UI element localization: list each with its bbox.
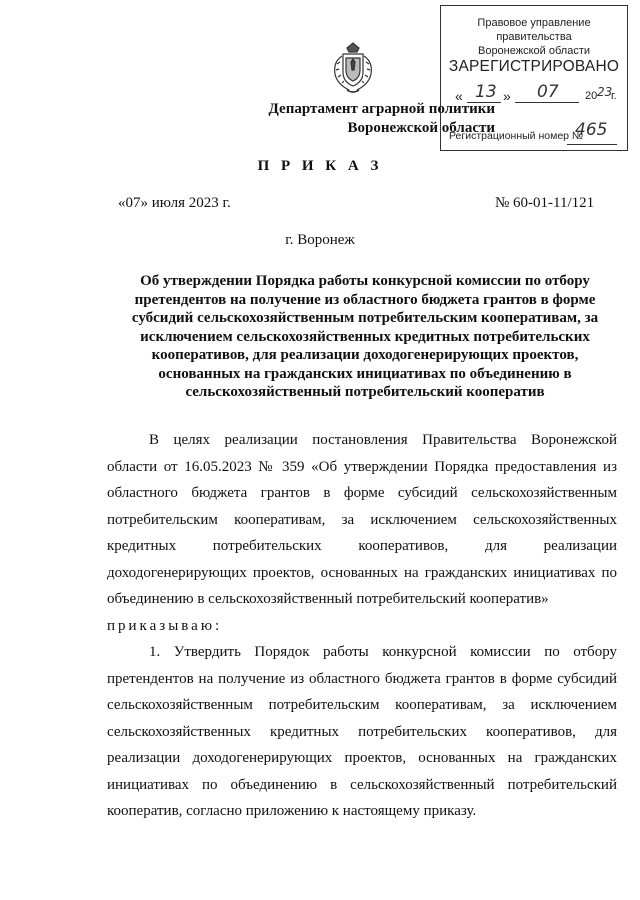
department-line-2: Воронежской области — [347, 120, 495, 136]
document-type: П Р И К А З — [257, 158, 383, 174]
stamp-org-line-1: Правовое управление правительства — [477, 17, 591, 43]
stamp-year-mark: г. — [611, 90, 617, 102]
stamp-status: ЗАРЕГИСТРИРОВАНО — [448, 58, 620, 75]
department-line-1: Департамент аграрной политики — [268, 101, 495, 117]
stamp-reg-number: 465 — [575, 120, 608, 140]
item-1-paragraph: 1. Утвердить Порядок работы конкурсной комиссии по отбору претендентов на получение из областного бюджета грантов в форме субсидий сельскохозяйственным потребительским кооперативам, за исключением сельскохозяйственных кредитных потребительских кооперативов, для реализации доходогенерирующих проектов, основанных на гражданских инициативах по объединению в сельскохозяйственный потребительский кооператив, согласно приложению к настоящему приказу. — [107, 644, 617, 819]
stamp-year-suffix: 23 — [597, 85, 613, 99]
document-number: № 60-01-11/121 — [495, 195, 595, 211]
order-word: приказываю: — [107, 617, 223, 634]
stamp-day: 13 — [475, 82, 497, 102]
document-body — [107, 427, 617, 825]
stamp-close-quote: » — [503, 88, 511, 104]
stamp-organization — [441, 16, 627, 58]
coat-of-arms-emblem-icon — [329, 40, 377, 96]
document-date: «07» июля 2023 г. — [118, 195, 231, 211]
registration-stamp — [440, 5, 628, 151]
preamble-paragraph: В целях реализации постановления Правительства Воронежской области от 16.05.2023 № 359 «Об утверждении Порядка предоставления из областного бюджета грантов в форме субсидий сельскохозяйственным потребительским кооперативам, за исключением сельскохозяйственных кредитных потребительских кооперативов, для реализации доходогенерирующих проектов, основанных на гражданских инициативах по объединению в сельскохозяйственный потребительский кооператив» — [107, 432, 617, 607]
stamp-date — [449, 84, 621, 108]
stamp-reg-label: Регистрационный номер № — [449, 130, 584, 142]
stamp-month: 07 — [537, 82, 559, 102]
document-title: Об утверждении Порядка работы конкурсной комиссии по отбору претендентов на получение из областного бюджета грантов в форме субсидий сельскохозяйственным потребительским кооперативам, за исключением сельскохозяйственных кредитных потребительских кооперативов, для реализации доходогенерирующих проектов, основанных на гражданских инициативах по объединению в сельскохозяйственный потребительский кооператив — [131, 273, 599, 400]
stamp-open-quote: « — [455, 88, 463, 104]
document-city: г. Воронеж — [285, 232, 355, 248]
stamp-org-line-2: Воронежской области — [477, 45, 590, 57]
stamp-year-prefix: 20 — [585, 90, 598, 102]
